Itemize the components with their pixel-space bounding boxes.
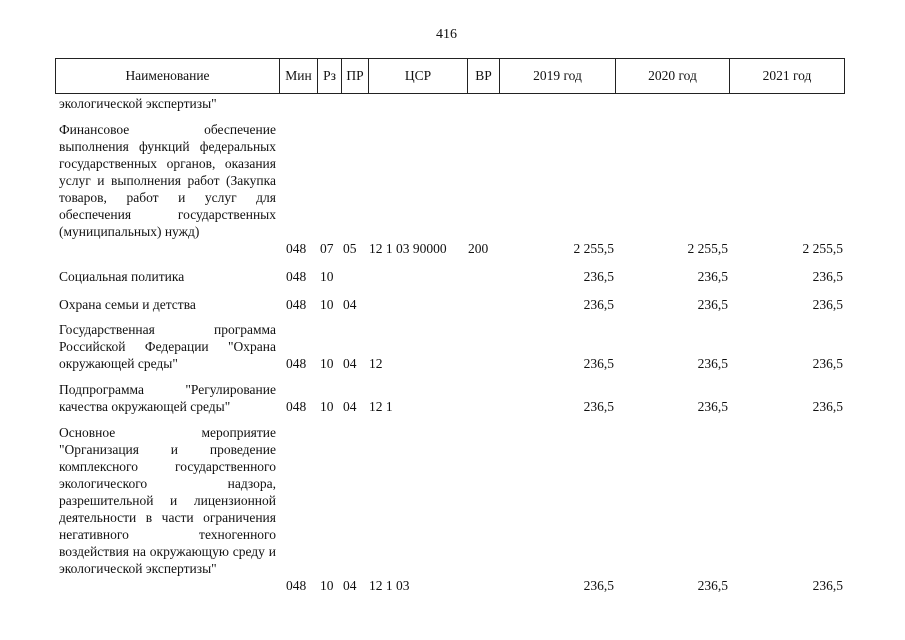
row-min: 048 — [286, 399, 307, 414]
row-csr: 12 — [369, 356, 383, 371]
row-rz: 10 — [320, 297, 334, 312]
row-rz: 10 — [320, 269, 334, 284]
row-2019: 2 255,5 — [573, 241, 614, 256]
row-2020: 236,5 — [697, 297, 728, 312]
row-csr: 12 1 — [369, 399, 393, 414]
row-2021: 236,5 — [812, 356, 843, 371]
row-2019: 236,5 — [583, 269, 614, 284]
page-number: 416 — [436, 27, 457, 42]
row-min: 048 — [286, 241, 307, 256]
row-vr: 200 — [468, 241, 489, 256]
continuation-text: экологической экспертизы" — [59, 96, 217, 111]
row-pr: 04 — [343, 297, 357, 312]
header-name: Наименование — [125, 68, 210, 83]
row-pr: 04 — [343, 399, 357, 414]
row-2021: 236,5 — [812, 578, 843, 593]
header-csr: ЦСР — [368, 59, 467, 93]
header-2020: 2020 год — [615, 59, 729, 93]
row-2021: 236,5 — [812, 269, 843, 284]
row-2019: 236,5 — [583, 297, 614, 312]
header-vr: ВР — [467, 59, 499, 93]
row-2019: 236,5 — [583, 578, 614, 593]
row-2020: 236,5 — [697, 399, 728, 414]
row-name: Охрана семьи и детства — [59, 297, 196, 312]
row-pr: 04 — [343, 356, 357, 371]
row-2020: 236,5 — [697, 578, 728, 593]
row-rz: 07 — [320, 241, 334, 256]
row-pr: 05 — [343, 241, 357, 256]
row-2021: 236,5 — [812, 297, 843, 312]
header-min: Мин — [279, 59, 317, 93]
row-min: 048 — [286, 356, 307, 371]
table-header — [55, 58, 845, 94]
row-2021: 236,5 — [812, 399, 843, 414]
row-rz: 10 — [320, 578, 334, 593]
row-min: 048 — [286, 269, 307, 284]
header-2021: 2021 год — [729, 59, 844, 93]
row-csr: 12 1 03 — [369, 578, 410, 593]
row-name: Государственная программа Российской Федерации "Охрана окружающей среды" — [59, 322, 276, 371]
header-pr: ПР — [341, 59, 368, 93]
row-name: Основное мероприятие "Организация и проведение комплексного государственного экологического надзора, разрешительной и лицензионной деятельности в части ограничения негативного техногенного воздействия на окружающую среду и экологической экспертизы" — [59, 425, 276, 576]
row-2020: 2 255,5 — [687, 241, 728, 256]
row-name: Социальная политика — [59, 269, 185, 284]
row-name: Финансовое обеспечение выполнения функций федеральных государственных органов, оказания услуг и выполнения работ (Закупка товаров, работ и услуг для обеспечения государственных (муниципальных) нужд) — [59, 122, 276, 239]
row-2020: 236,5 — [697, 356, 728, 371]
row-min: 048 — [286, 297, 307, 312]
row-pr: 04 — [343, 578, 357, 593]
row-rz: 10 — [320, 399, 334, 414]
row-2019: 236,5 — [583, 356, 614, 371]
header-2019: 2019 год — [499, 59, 615, 93]
row-min: 048 — [286, 578, 307, 593]
row-csr: 12 1 03 90000 — [369, 241, 447, 256]
header-rz: Рз — [317, 59, 341, 93]
row-2020: 236,5 — [697, 269, 728, 284]
row-rz: 10 — [320, 356, 334, 371]
row-2019: 236,5 — [583, 399, 614, 414]
row-name: Подпрограмма "Регулирование качества окружающей среды" — [59, 382, 276, 414]
row-2021: 2 255,5 — [802, 241, 843, 256]
